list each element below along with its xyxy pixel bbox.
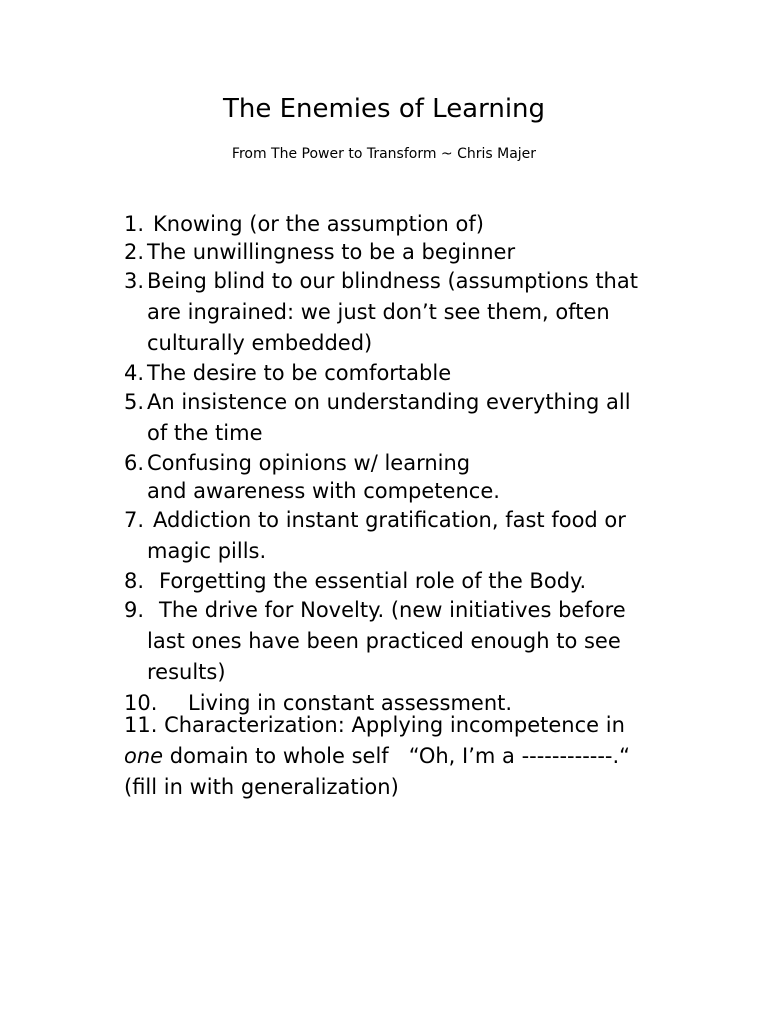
item-number: 4. xyxy=(124,361,145,385)
item-text xyxy=(124,210,684,238)
item-text xyxy=(124,595,684,688)
item-line: magic pills. xyxy=(147,539,267,563)
item-number: 2. xyxy=(124,240,145,264)
item-line: 11. Characterization: Applying incompetence in xyxy=(124,713,625,737)
page-title: The Enemies of Learning xyxy=(222,94,546,124)
item-number: 7. xyxy=(124,508,151,532)
item-number: 5. xyxy=(124,390,145,414)
item-line: Forgetting the essential role of the Body. xyxy=(159,569,587,593)
item-line: An insistence on understanding everything all xyxy=(147,390,631,414)
list-item-3 xyxy=(124,266,684,359)
item-number: 1. xyxy=(124,212,151,236)
enemies-list xyxy=(124,210,684,719)
item-text xyxy=(124,387,684,449)
list-item-2 xyxy=(124,238,684,266)
item-text xyxy=(124,449,684,505)
item-text xyxy=(124,238,684,266)
item-number: 8. xyxy=(124,569,158,593)
item-line: Addiction to instant gratification, fast food or xyxy=(153,508,626,532)
list-item-7 xyxy=(124,505,684,567)
item-text xyxy=(124,567,684,595)
item-number: 6. xyxy=(124,451,145,475)
item-line: results) xyxy=(147,660,226,684)
item-line: culturally embedded) xyxy=(147,331,373,355)
item-number: 10. xyxy=(124,691,185,715)
list-item-6 xyxy=(124,449,684,505)
item-line: last ones have been practiced enough to see xyxy=(147,629,621,653)
item-line: (fill in with generalization) xyxy=(124,775,399,799)
list-item-4 xyxy=(124,359,684,387)
item-line: Confusing opinions w/ learning xyxy=(147,451,471,475)
item-line-rest: domain to whole self “Oh, I’m a ------------.“ xyxy=(163,744,631,768)
item-line: The desire to be comfortable xyxy=(147,361,452,385)
item-line: The drive for Novelty. (new initiatives before xyxy=(159,598,626,622)
item-line: of the time xyxy=(147,421,263,445)
list-item-9 xyxy=(124,595,684,688)
item-text xyxy=(124,359,684,387)
item-line xyxy=(124,741,704,772)
page-subtitle: From The Power to Transform ~ Chris Majer xyxy=(231,146,537,162)
item-line: Being blind to our blindness (assumptions that xyxy=(147,269,638,293)
item-line: The unwillingness to be a beginner xyxy=(147,240,516,264)
item-text xyxy=(124,505,684,567)
list-item-11 xyxy=(124,710,704,803)
item-line: Living in constant assessment. xyxy=(188,691,513,715)
item-text xyxy=(124,266,684,359)
item-number: 9. xyxy=(124,598,158,622)
item-line: and awareness with competence. xyxy=(147,479,500,503)
item-number: 3. xyxy=(124,269,145,293)
emphasis-word: one xyxy=(124,744,164,768)
list-item-1 xyxy=(124,210,684,238)
list-item-5 xyxy=(124,387,684,449)
item-line: are ingrained: we just don’t see them, often xyxy=(147,300,610,324)
item-line: Knowing (or the assumption of) xyxy=(153,212,484,236)
list-item-8 xyxy=(124,567,684,595)
